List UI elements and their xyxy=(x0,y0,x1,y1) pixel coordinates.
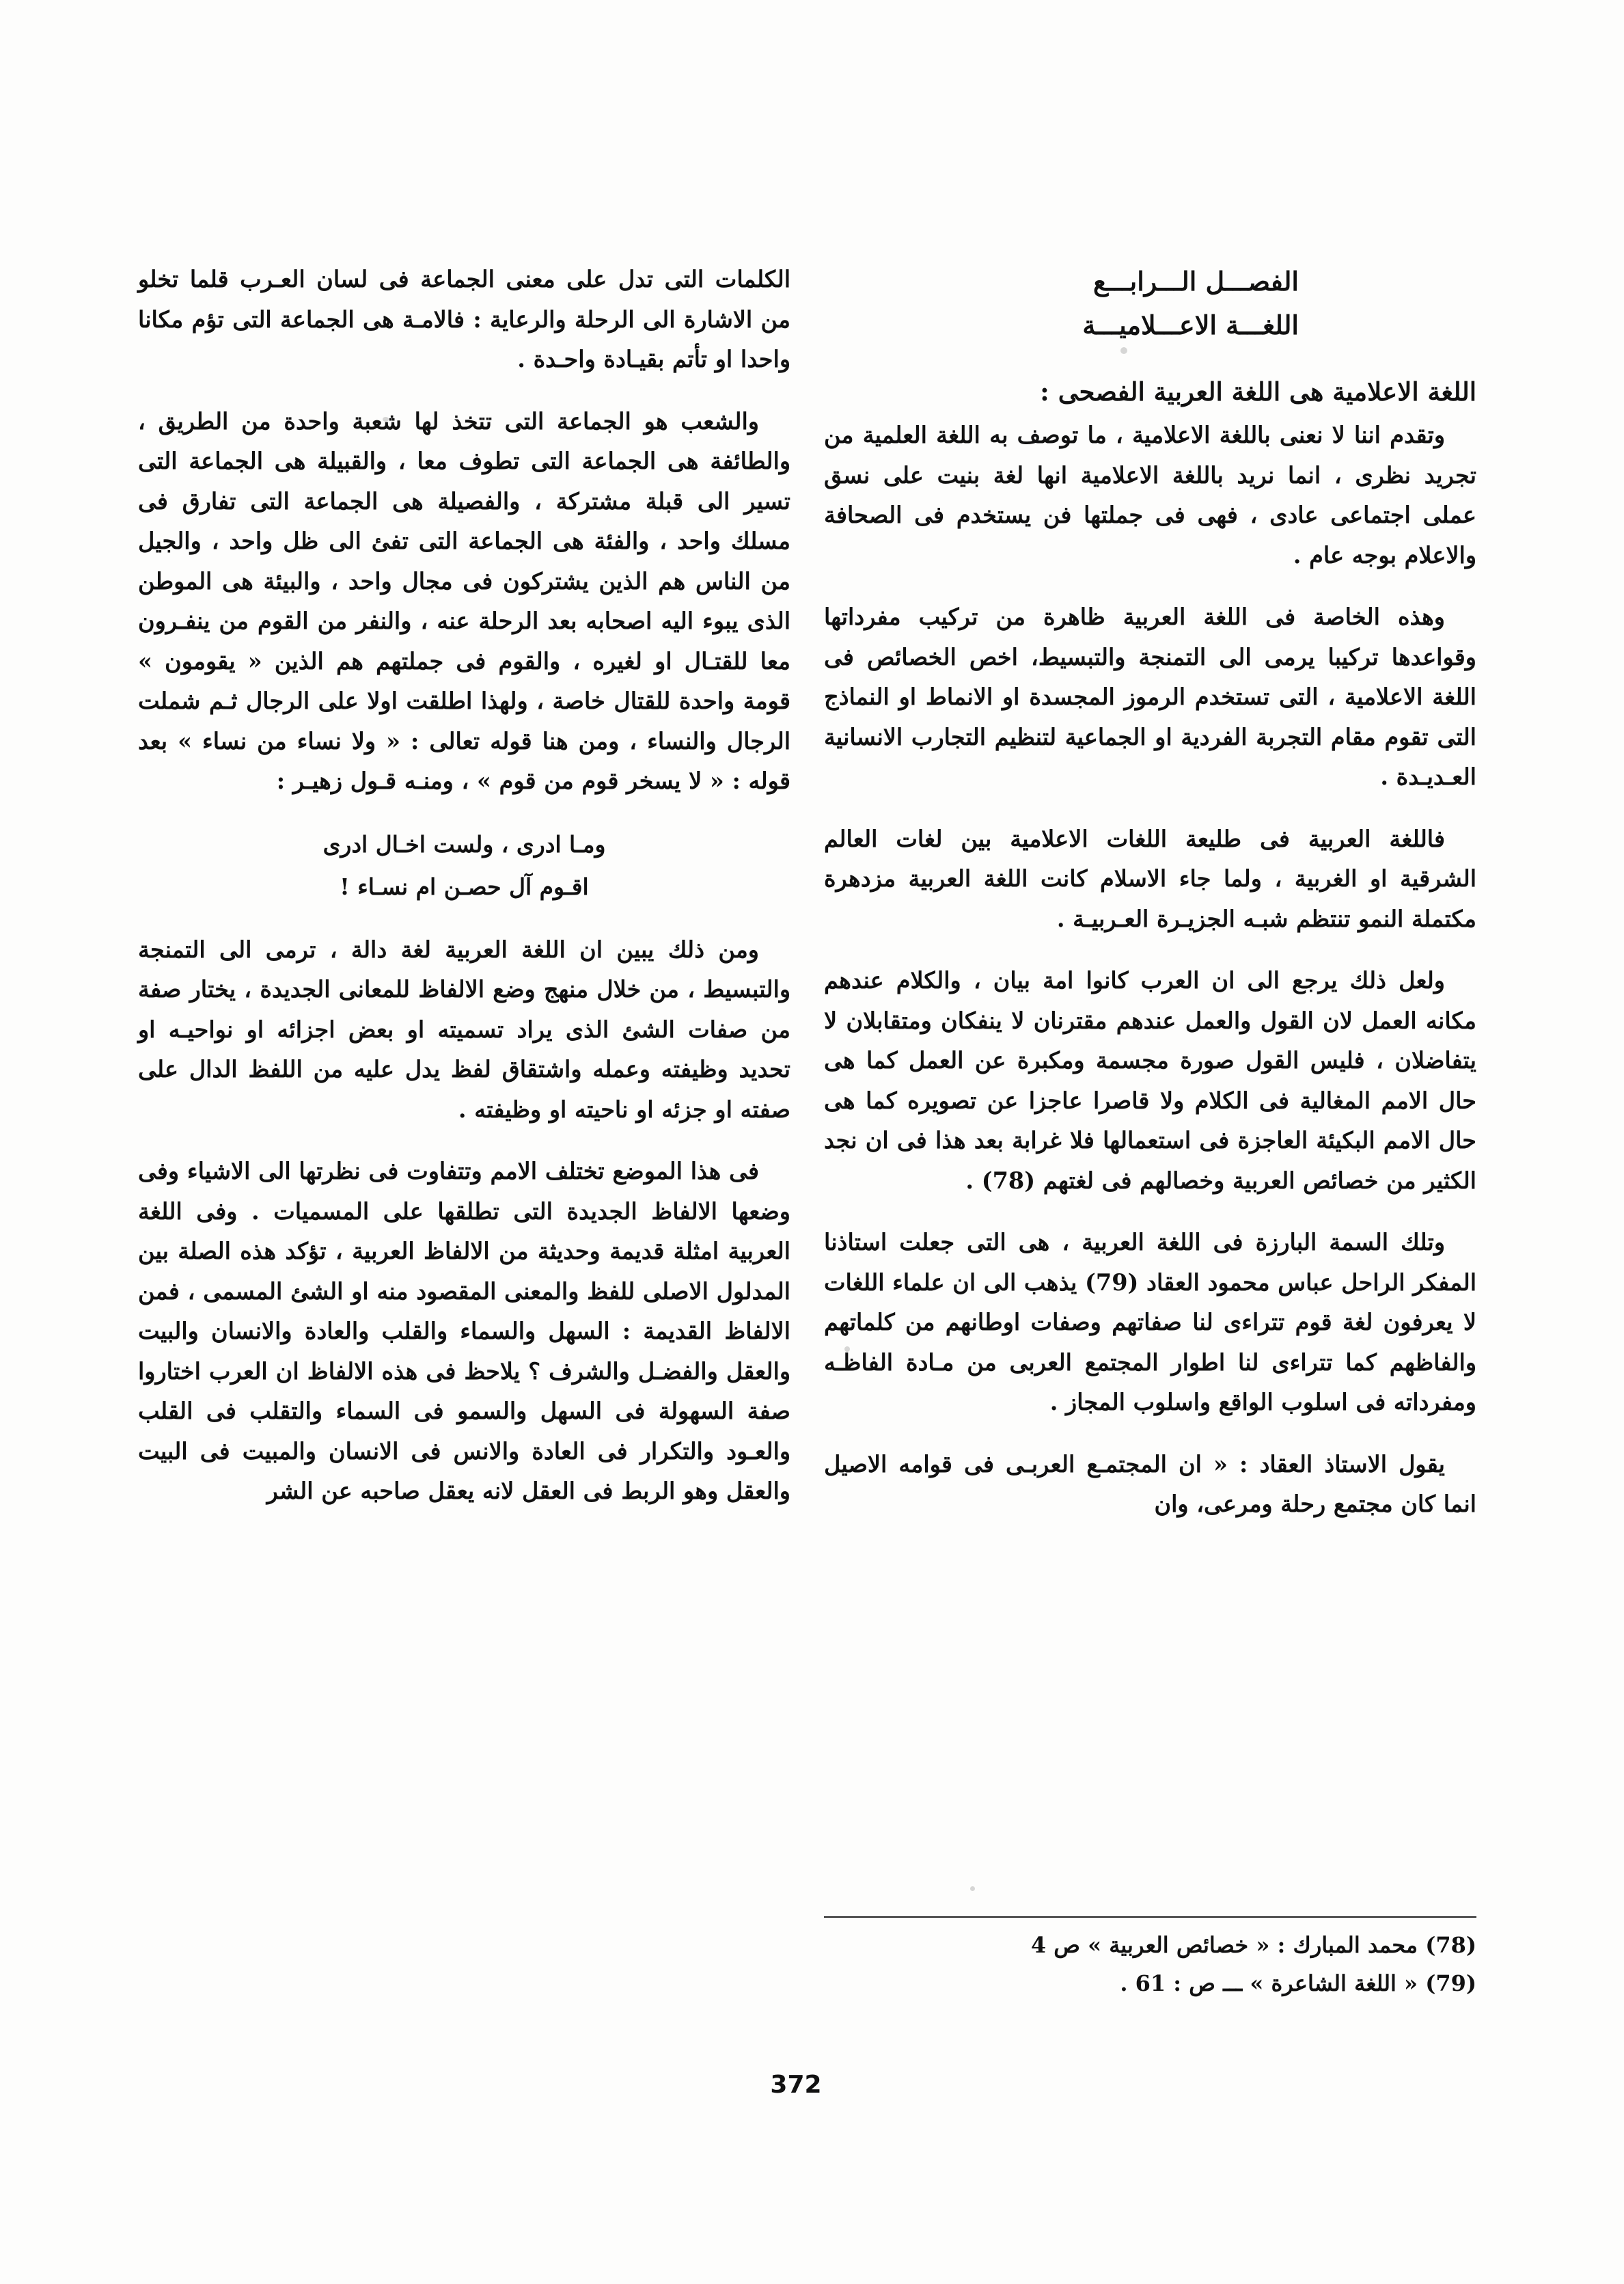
left-paragraph-2: والشعب هو الجماعة التى تتخذ لها شعبة واحدة من الطريق ، والطائفة هى الجماعة التى تطوف معا ، والقبيلة هى الجماعة التى تسير الى قبلة مشتركة ، والفصيلة هى الجماعة التى تفارق فى مسلك واحد ، والفئة هى الجماعة التى تفئ الى ظل واحد ، والجيل من الناس هم الذين يشتركون فى مجال واحد ، والبيئة هى الموطن الذى يبوء اليه اصحابه بعد الرحلة عنه ، والنفر من القوم من ينفـرون معا للقتـال او لغيره ، والقوم فى جملتهم هم الذين « يقومون » قومة واحدة للقتال خاصة ، ولهذا اطلقت اولا على الرجال ثـم شملت الرجال والنساء ، ومن هنا قوله تعالى : « ولا نساء من نساء » بعد قوله : « لا يسخر قوم من قوم » ، ومنـه قـول زهيـر : xyxy=(138,407,790,794)
page-number: 372 xyxy=(770,2071,822,2099)
verse-line-2: اقـوم آل حصـن ام نسـاء ! xyxy=(340,873,589,900)
scan-speck xyxy=(970,1886,975,1891)
right-paragraph-6: يقول الاستاذ العقاد : « ان المجتمـع العربـى فى قوامه الاصيل انما كان مجتمع رحلة ومرعى، وان xyxy=(824,1450,1476,1517)
left-paragraph-3: ومن ذلك يبين ان اللغة العربية لغة دالة ، ترمى الى التمنجة والتبسيط ، من خلال منهج وضع الالفاظ للمعانى الجديدة ، يختار صفة من صفات الشئ الذى يراد تسميته او بعض اجزائه او نواحيـه او تحديد وظيفته وعمله واشتقاق لفظ يدل عليه من اللفظ الدال على صفته او جزئه او ناحيته او وظيفته . xyxy=(138,936,790,1123)
right-column xyxy=(824,260,1476,1547)
left-column xyxy=(138,260,790,1534)
chapter-title: الفصـــل الـــرابـــع xyxy=(1093,266,1299,297)
left-paragraph-1: الكلمات التى تدل على معنى الجماعة فى لسان العـرب قلما تخلو من الاشارة الى الرحلة والرعاية : فالامـة هى الجماعة التى تؤم مكانا واحدا او تأتم بقيـادة واحـدة . xyxy=(138,266,790,372)
poetry-verse xyxy=(138,824,790,908)
right-paragraph-5: وتلك السمة البارزة فى اللغة العربية ، هى التى جعلت استاذنا المفكر الراحل عباس محمود العقاد (79) يذهب الى ان علماء اللغات لا يعرفون لغة قوم تتراءى لنا صفاتهم وصفات اوطانهم من كلماتهم والفاظهم كما تتراءى لنا اطوار المجتمع العربى من مـادة الفاظـه ومفرداته فى اسلوب الواقع واسلوب المجاز . xyxy=(824,1229,1476,1415)
scan-speck xyxy=(1120,347,1127,354)
verse-line-1: ومـا ادرى ، ولست اخـال ادرى xyxy=(322,830,606,858)
right-paragraph-2: وهذه الخاصة فى اللغة العربية ظاهرة من تركيب مفرداتها وقواعدها تركيبا يرمى الى التمنجة والتبسيط، اخص الخصائص فى اللغة الاعلامية ، التى تستخدم الرموز المجسدة او الانماط او النماذج التى تقوم مقام التجربة الفردية او الجماعية لتنظيم التجارب الانسانية العـديـدة . xyxy=(824,603,1476,790)
footnotes xyxy=(824,1926,1476,2002)
right-paragraph-1: وتقدم اننا لا نعنى باللغة الاعلامية ، ما توصف به اللغة العلمية من تجريد نظرى ، انما نريد باللغة الاعلامية انها لغة بنيت على نسق عملى اجتماعى عادى ، فهى فى جملتها فن يستخدم فى الصحافة والاعلام بوجه عام . xyxy=(824,422,1476,569)
footnote-divider xyxy=(824,1916,1476,1918)
scan-speck xyxy=(383,417,389,422)
footnote-79: (79) « اللغة الشاعرة » ـــ ص : 61 . xyxy=(1120,1970,1476,1996)
right-paragraph-3: فاللغة العربية فى طليعة اللغات الاعلامية بين لغات العالم الشرقية او الغربية ، ولما جاء الاسلام كانت اللغة العربية مزدهرة مكتملة النمو تنتظم شبـه الجزيـرة العـربيـة . xyxy=(824,825,1476,932)
section-heading: اللغة الاعلامية هى اللغة العربية الفصحى : xyxy=(1040,377,1476,407)
right-paragraph-4: ولعل ذلك يرجع الى ان العرب كانوا امة بيان ، والكلام عندهم مكانه العمل لان القول والعمل عندهم مقترنان لا ينفكان ومتقابلان لا يتفاضلان ، فليس القول صورة مجسمة ومكبرة عن العمل كما هى حال الامم المغالية فى الكلام ولا قاصرا عاجزا عن تصويره كما هى حال الامم البكيئة العاجزة فى استعمالها فلا غرابة بعد هذا فى ان نجد الكثير من خصائص العربية وخصالهم فى لغتهم (78) . xyxy=(824,967,1476,1194)
footnote-78: (78) محمد المبارك : « خصائص العربية » ص 4 xyxy=(1030,1932,1476,1958)
scan-speck xyxy=(844,1346,850,1352)
left-paragraph-4: فى هذا الموضع تختلف الامم وتتفاوت فى نظرتها الى الاشياء وفى وضعها الالفاظ الجديدة التى تطلقها على المسميات . وفى اللغة العربية امثلة قديمة وحديثة من الالفاظ العربية ، تؤكد هذه الصلة بين المدلول الاصلى للفظ والمعنى المقصود منه او الشئ المسمى ، فمن الالفاظ القديمة : السهل والسماء والقلب والعادة والانسان والبيت والعقل والفضـل والشرف ؟ يلاحظ فى هذه الالفاظ ان العرب اختاروا صفة السهولة فى السهل والسمو فى السماء والتقلب فى القلب والعـود والتكرار فى العادة والانس فى الانسان والمبيت فى البيت والعقل وهو الربط فى العقل لانه يعقل صاحبه عن الشر xyxy=(138,1158,790,1504)
chapter-subtitle: اللغـــة الاعـــلاميـــة xyxy=(1082,310,1299,340)
